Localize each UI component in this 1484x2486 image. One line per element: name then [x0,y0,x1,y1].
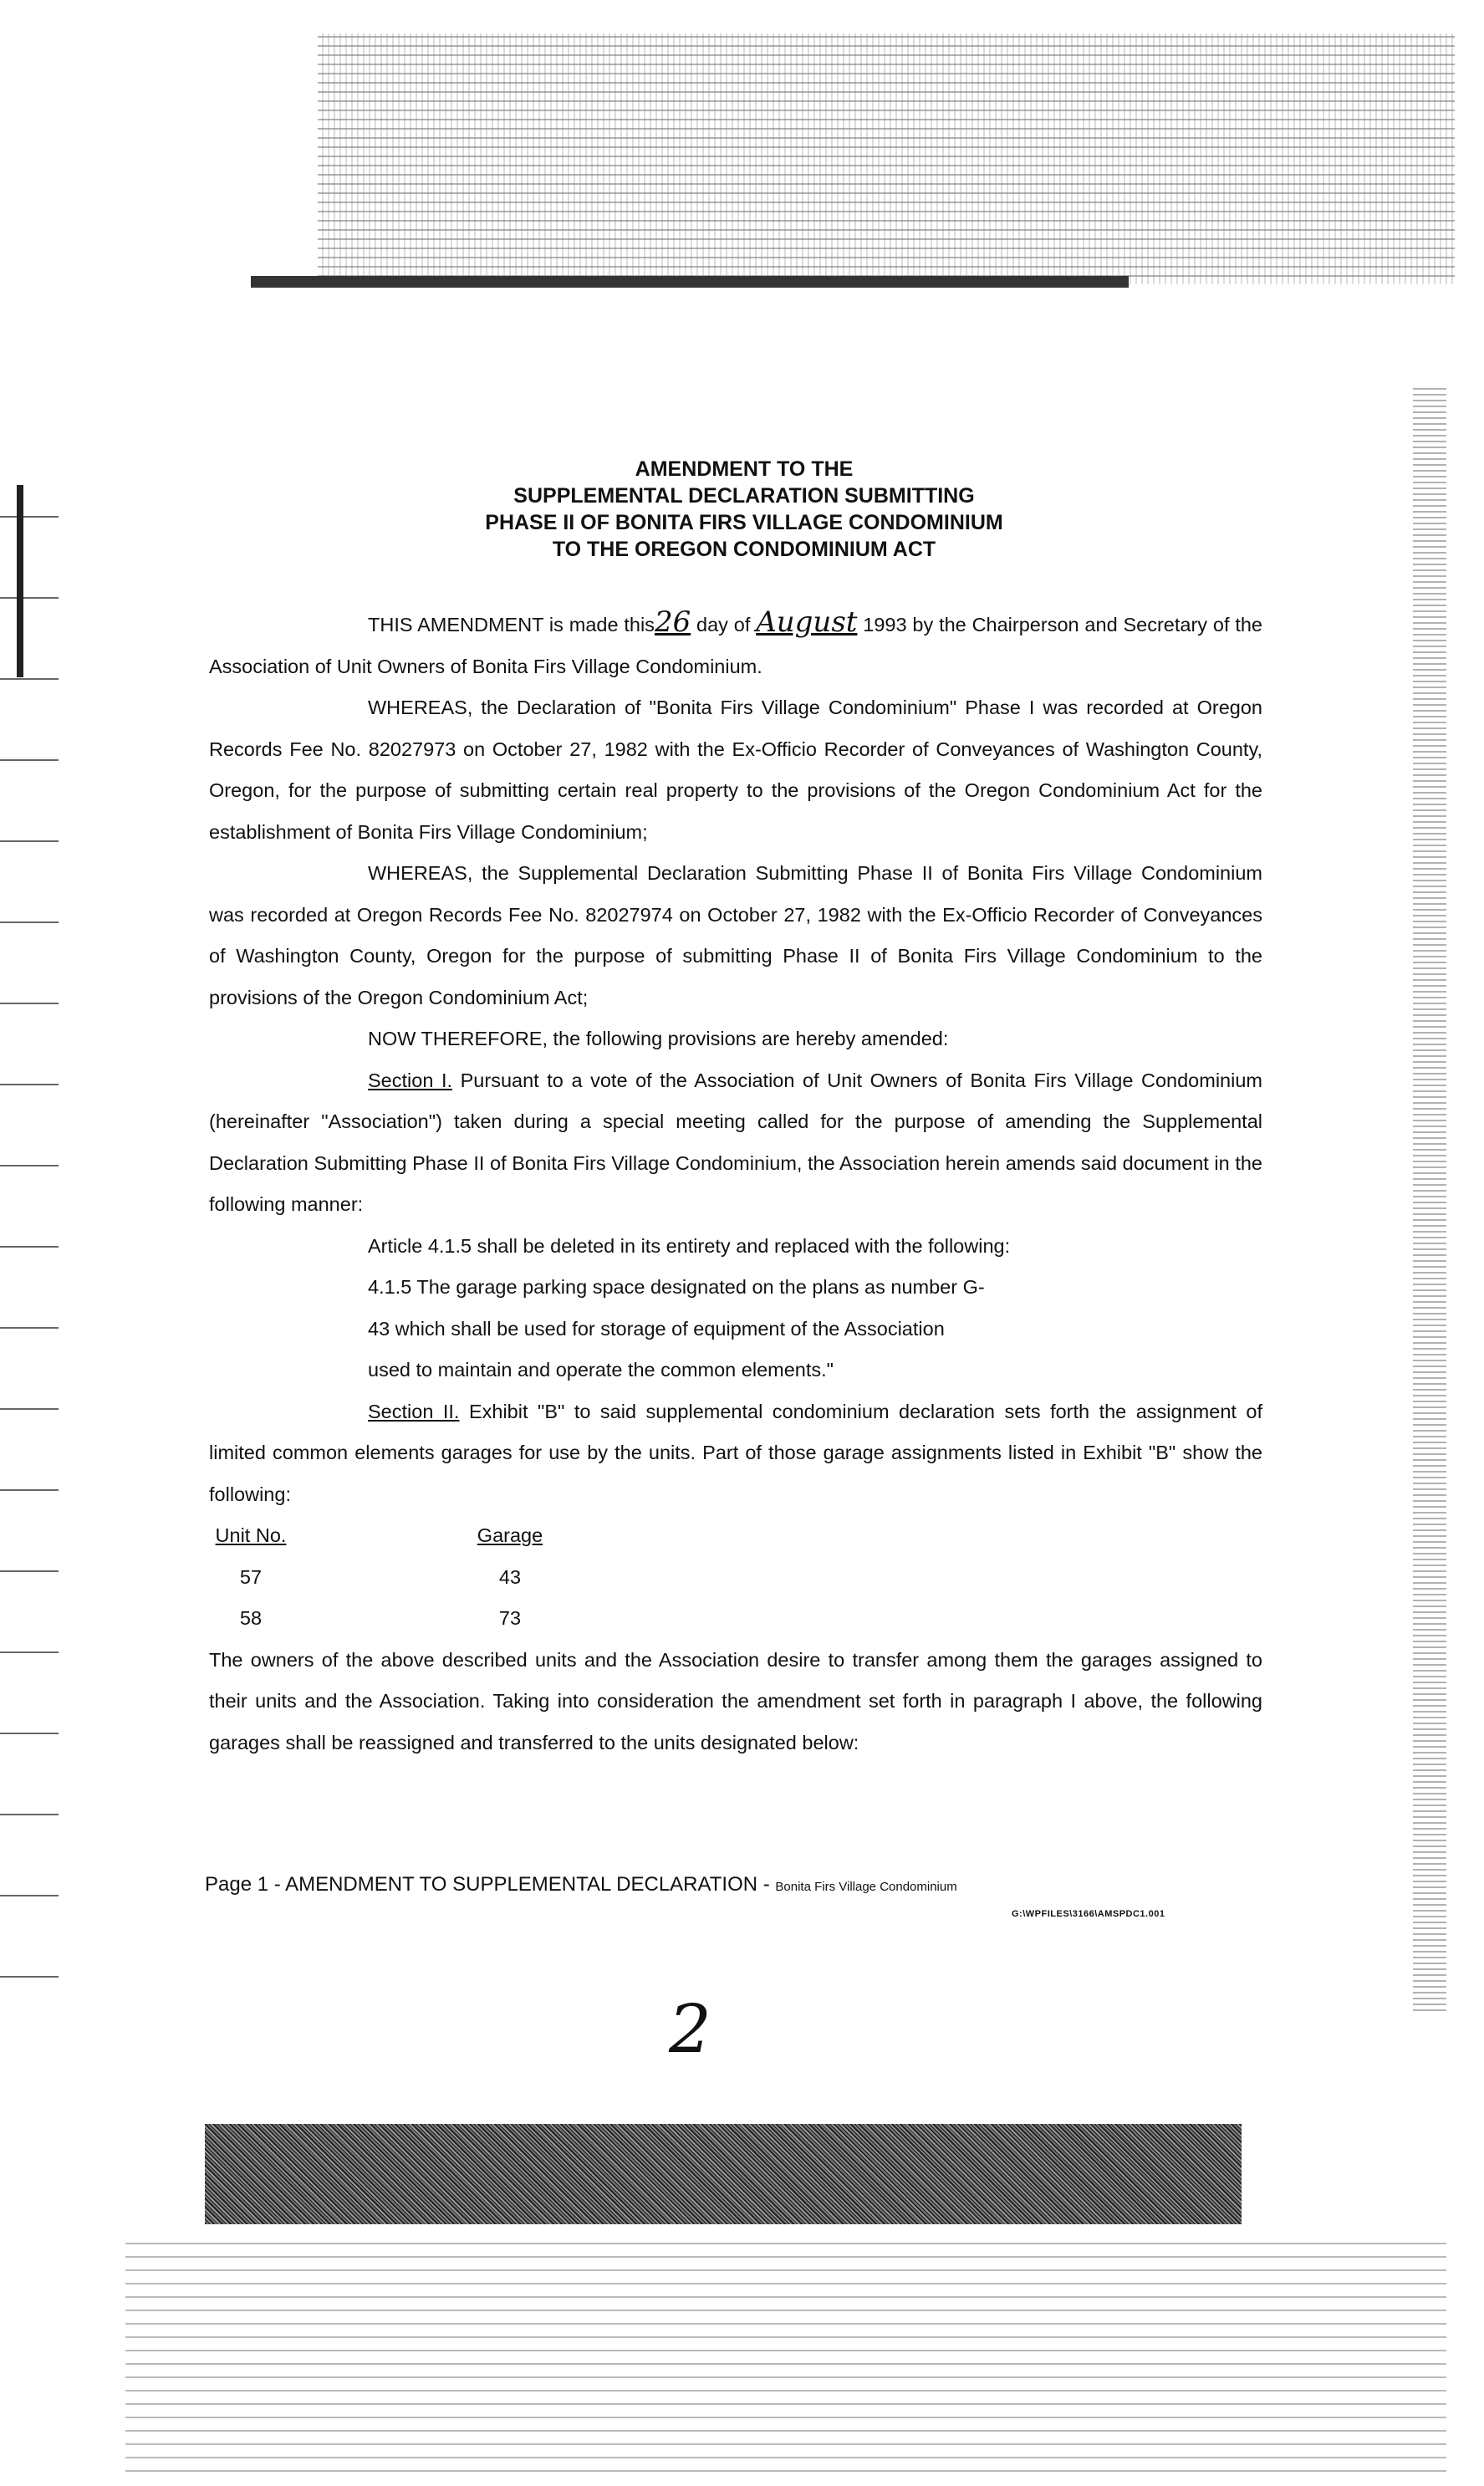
garage-assignment-table [209,1515,552,1640]
handwritten-page-number: 2 [669,1990,711,2068]
header-garage: Garage [477,1524,543,1546]
article-line-2: 4.1.5 The garage parking space designated on the plans as number G- [368,1276,985,1298]
cell-garage: 43 [498,1565,522,1588]
now-therefore-paragraph: NOW THEREFORE, the following provisions are hereby amended: [368,1028,949,1049]
scan-noise-bottom [205,2124,1242,2224]
section-2-paragraph: Section II. Exhibit "B" to said supplemental condominium declaration sets forth the assignment of limited common elements garages for use by the units. Part of those garage assignments listed in Exhibit "B" show the following: [209,1400,1262,1505]
closing-paragraph: The owners of the above described units and the Association desire to transfer among them the garages assigned to their units and the Association. Taking into consideration the amendment set forth in paragraph I above, the following garages shall be reassigned and transferred to the units designated below: [209,1648,1262,1753]
footer-small: Bonita Firs Village Condominium [775,1880,957,1894]
title-line-3: PHASE II OF BONITA FIRS VILLAGE CONDOMINIUM [485,511,1003,534]
whereas-paragraph-1: WHEREAS, the Declaration of "Bonita Firs Village Condominium" Phase I was recorded at Oregon Records Fee No. 82027973 on October 27, 1982 with the Ex-Officio Recorder of Conveyances of Washington County, Oregon, for the purpose of submitting certain real property to the provisions of the Oregon Condominium Act for the establishment of Bonita Firs Village Condominium; [209,697,1262,843]
page-footer [205,1873,1275,1896]
intro-paragraph: THIS AMENDMENT is made this26 day of August 1993 by the Chairperson and Secretary of the Association of Unit Owners of Bonita Firs Village Condominium. [209,605,1262,677]
left-margin-bar [17,485,23,677]
handwritten-month: August [756,605,858,639]
section-1-paragraph: Section I. Pursuant to a vote of the Association of Unit Owners of Bonita Firs Village Condominium (hereinafter "Association") taken during a special meeting called for the purpose of amending the Supplemental Declaration Submitting Phase II of Bonita Firs Village Condominium, the Association herein amends said document in the following manner: [209,1069,1262,1215]
left-margin-marks [0,468,59,2057]
scan-noise-top [318,33,1455,284]
footer-main: Page 1 - AMENDMENT TO SUPPLEMENTAL DECLARATION - [205,1873,776,1896]
scan-noise-bottom-lines [125,2233,1446,2483]
section-2-label: Section II. [368,1400,460,1422]
cell-garage: 73 [498,1607,522,1629]
header-unit-no: Unit No. [215,1524,287,1546]
file-reference: G:\WPFILES\3166\AMSPDC1.001 [1012,1909,1165,1919]
table-row [209,1598,552,1640]
cell-unit: 58 [239,1607,263,1629]
article-line-1: Article 4.1.5 shall be deleted in its entirety and replaced with the following: [368,1234,1011,1257]
title-line-1: AMENDMENT TO THE [635,457,854,481]
article-line-4: used to maintain and operate the common elements." [368,1359,834,1381]
document-body [209,602,1262,1764]
title-line-2: SUPPLEMENTAL DECLARATION SUBMITTING [513,484,975,508]
table-row [209,1557,552,1599]
article-line-3: 43 which shall be used for storage of equipment of the Association [368,1317,945,1340]
title-line-4: TO THE OREGON CONDOMINIUM ACT [552,538,936,561]
cell-unit: 57 [239,1565,263,1588]
table-header-row [209,1515,552,1557]
document-title [209,456,1279,563]
section-1-label: Section I. [368,1069,453,1091]
scan-noise-bar [251,276,1129,288]
article-block [209,1226,1262,1391]
right-margin-marks [1413,385,1446,2015]
whereas-paragraph-2: WHEREAS, the Supplemental Declaration Submitting Phase II of Bonita Firs Village Condominium was recorded at Oregon Records Fee No. 82027974 on October 27, 1982 with the Ex-Officio Recorder of Conveyances of Washington County, Oregon for the purpose of submitting Phase II of Bonita Firs Village Condominium to the provisions of the Oregon Condominium Act; [209,862,1262,1008]
handwritten-day: 26 [654,605,691,639]
